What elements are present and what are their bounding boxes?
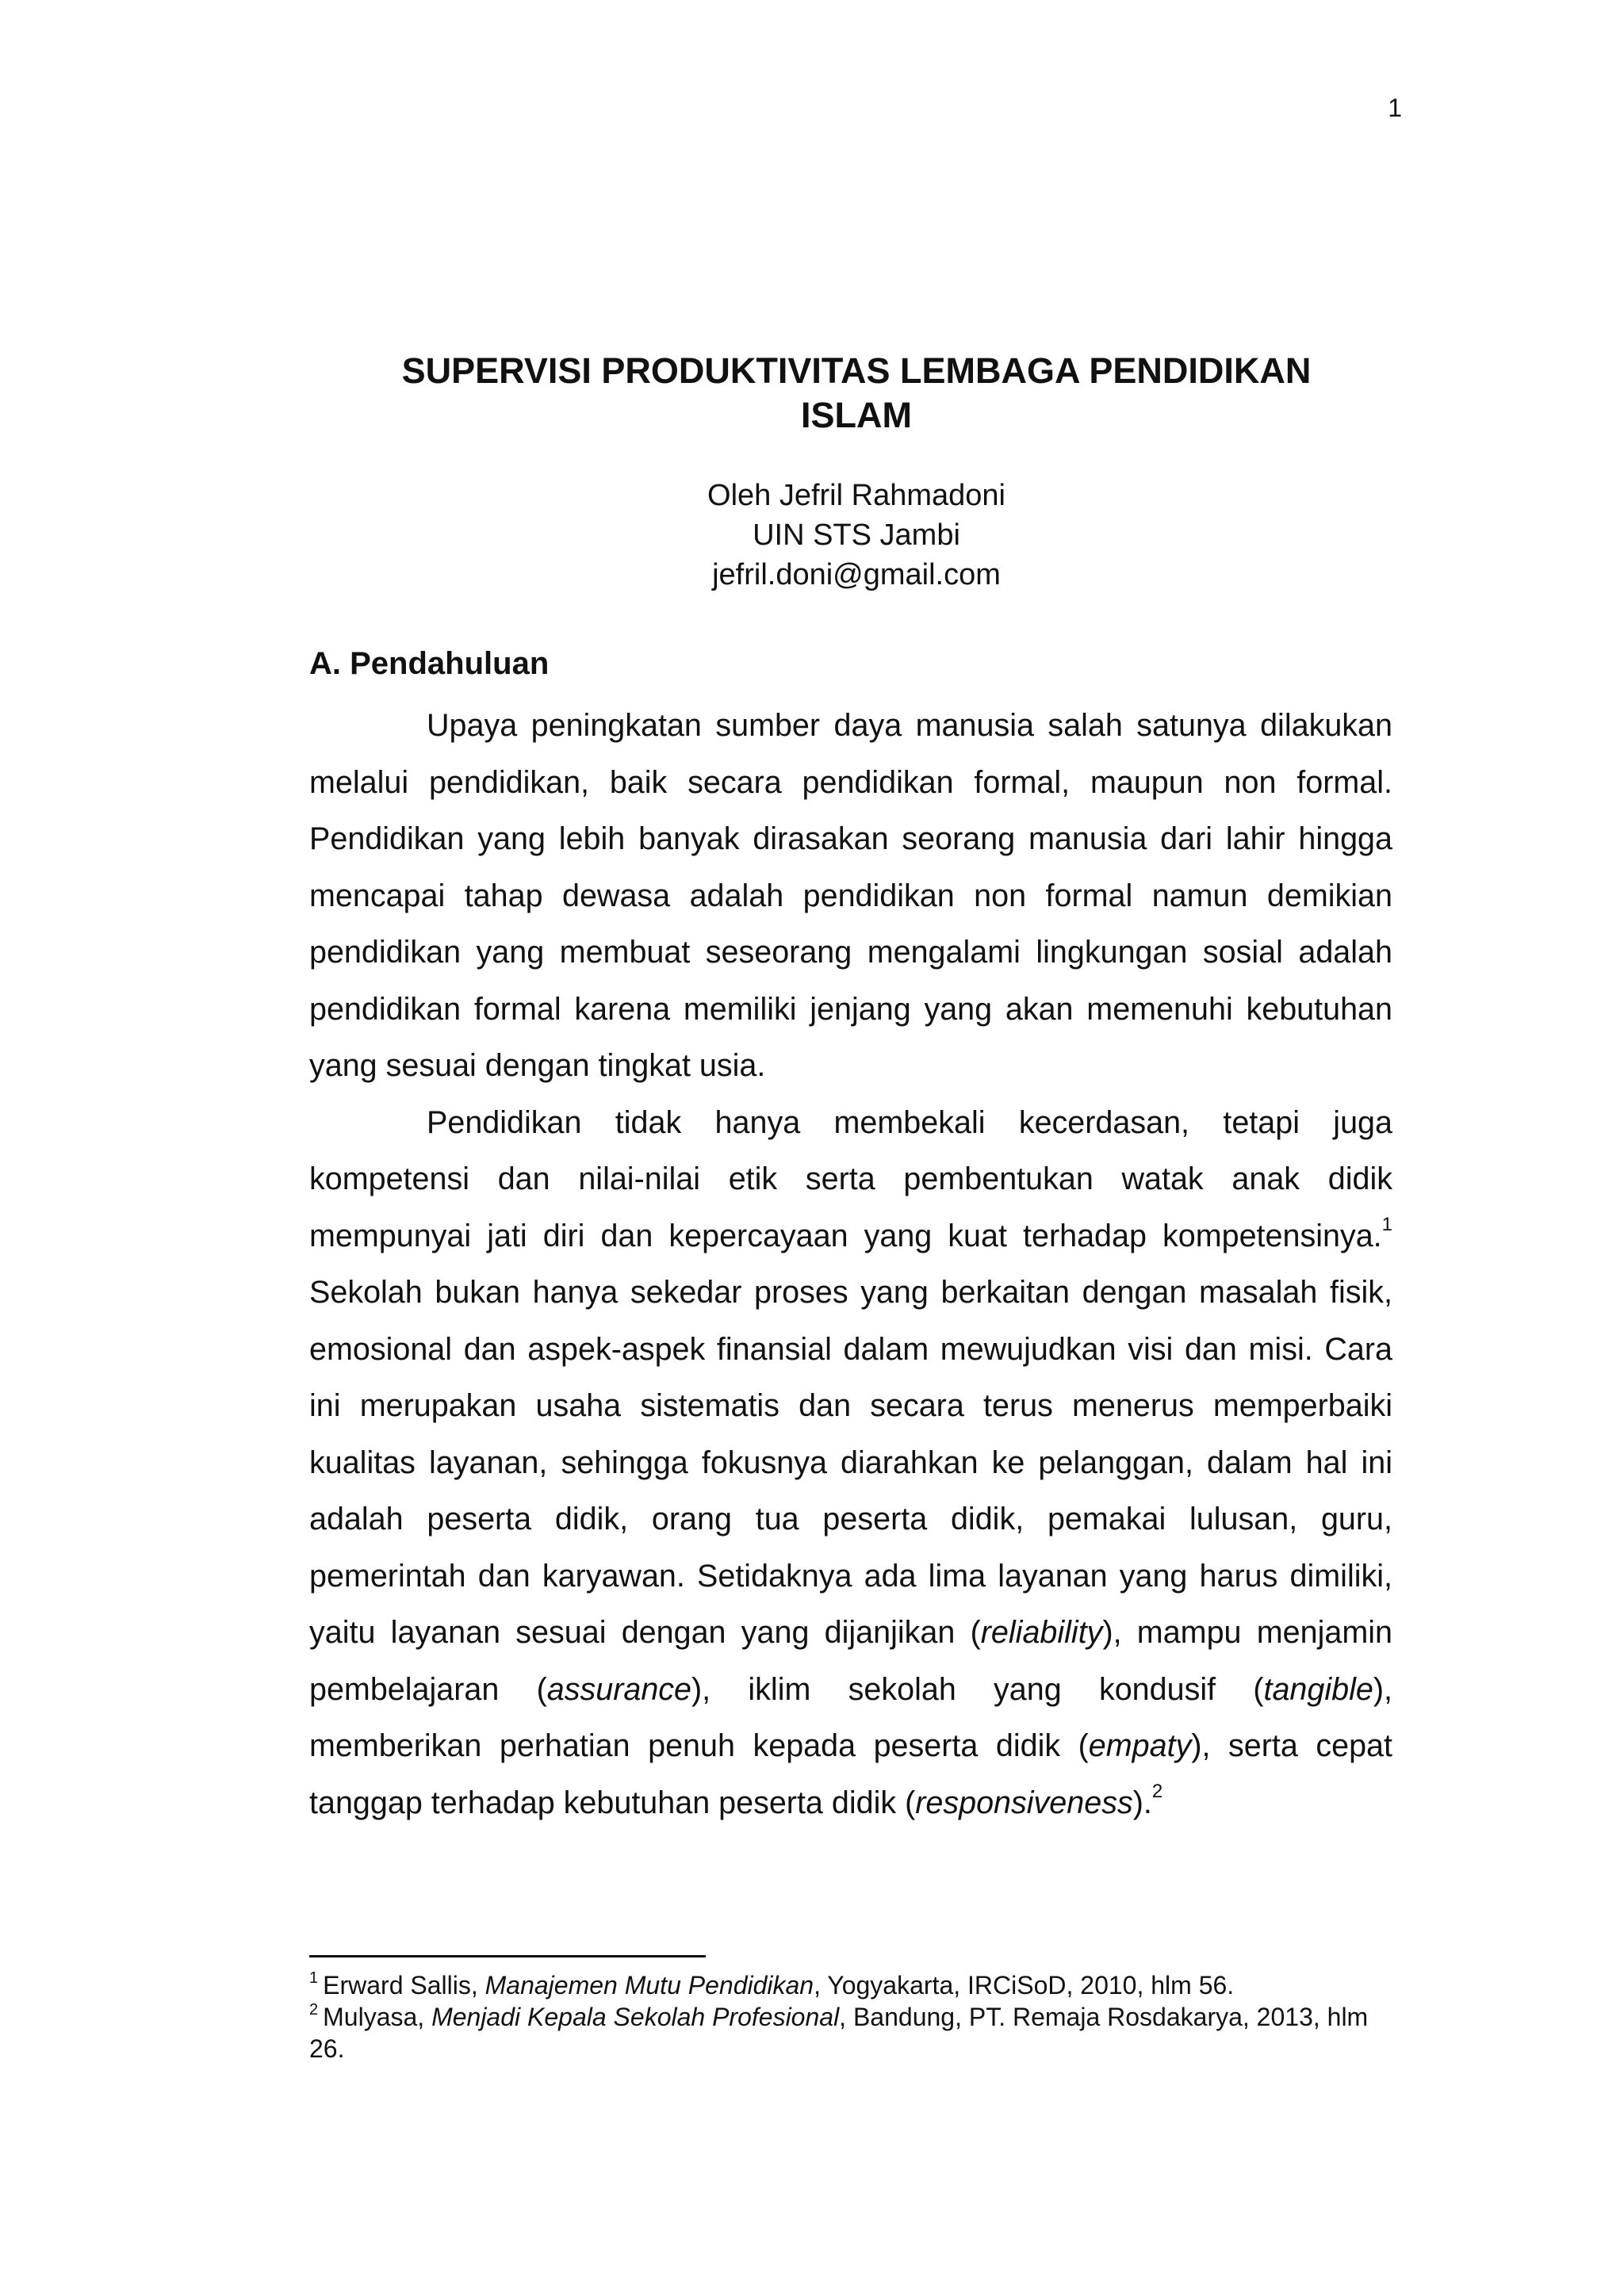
footnote-1-number: 1 [309,1969,319,1987]
footnote-2-author: Mulyasa, [323,2003,432,2031]
paragraph-2 [309,1095,1392,1832]
paragraph-2-text-6: ), serta cepat tanggap terhadap kebutuhan peserta didik ( [309,1728,1392,1820]
footnote-divider [309,1955,706,1957]
footnotes [309,1969,1392,2064]
footnote-ref-2: 2 [1151,1780,1163,1802]
title-line-1: SUPERVISI PRODUKTIVITAS LEMBAGA PENDIDIKAN [401,350,1312,391]
footnote-2 [309,2001,1392,2064]
footnote-1-work: Manajemen Mutu Pendidikan [485,1971,814,1999]
paragraph-2-text-5: ), memberikan perhatian penuh kepada peserta didik ( [309,1671,1392,1763]
body-text [309,698,1392,1831]
term-tangible: tangible [1263,1671,1373,1707]
author-name: Oleh Jefril Rahmadoni [707,479,1005,512]
author-block [0,476,1624,595]
paragraph-2-text-1: Pendidikan tidak hanya membekali kecerdasan, tetapi juga kompetensi dan nilai-nilai etik serta pembentukan watak anak didik mempunyai jati diri dan kepercayaan yang kuat terhadap kompetensinya. [309,1104,1392,1253]
paragraph-2-text-7: ). [1132,1785,1152,1820]
footnote-1-details: , Yogyakarta, IRCiSoD, 2010, hlm 56. [814,1971,1235,1999]
footnote-2-work: Menjadi Kepala Sekolah Profesional [431,2003,840,2031]
paragraph-2-text-2: Sekolah bukan hanya sekedar proses yang berkaitan dengan masalah fisik, emosional dan aspek-aspek finansial dalam mewujudkan visi dan misi. Cara ini merupakan usaha sistematis dan secara terus menerus memperbaiki kualitas layanan, sehingga fokusnya diarahkan ke pelanggan, dalam hal ini adalah peserta didik, orang tua peserta didik, pemakai lulusan, guru, pemerintah dan karyawan. Setidaknya ada lima layanan yang harus dimiliki, yaitu layanan sesuai dengan yang dijanjikan ( [309,1275,1392,1650]
footnote-2-details: , Bandung, PT. Remaja Rosdakarya, 2013, hlm 26. [309,2003,1369,2063]
document-title [309,349,1404,438]
footnote-2-number: 2 [309,2001,319,2019]
footnote-ref-1: 1 [1381,1213,1392,1235]
section-heading: A. Pendahuluan [309,646,550,681]
term-reliability: reliability [980,1615,1103,1650]
term-empaty: empaty [1088,1728,1192,1763]
term-responsiveness: responsiveness [915,1785,1133,1820]
term-assurance: assurance [546,1671,692,1707]
author-email: jefril.doni@gmail.com [712,558,1001,591]
paragraph-2-text-3: ), mampu menjamin pembelajaran ( [309,1615,1392,1707]
author-affiliation: UIN STS Jambi [753,519,960,552]
footnote-1 [309,1969,1392,2001]
paragraph-1: Upaya peningkatan sumber daya manusia salah satunya dilakukan melalui pendidikan, baik secara pendidikan formal, maupun non formal. Pendidikan yang lebih banyak dirasakan seorang manusia dari lahir hingga mencapai tahap dewasa adalah pendidikan non formal namun demikian pendidikan yang membuat seseorang mengalami lingkungan sosial adalah pendidikan formal karena memiliki jenjang yang akan memenuhi kebutuhan yang sesuai dengan tingkat usia. [309,708,1392,1083]
page-number: 1 [1388,94,1402,122]
title-line-2: ISLAM [801,395,912,435]
paragraph-2-text-4: ), iklim sekolah yang kondusif ( [691,1671,1264,1707]
footnote-1-author: Erward Sallis, [323,1971,485,1999]
